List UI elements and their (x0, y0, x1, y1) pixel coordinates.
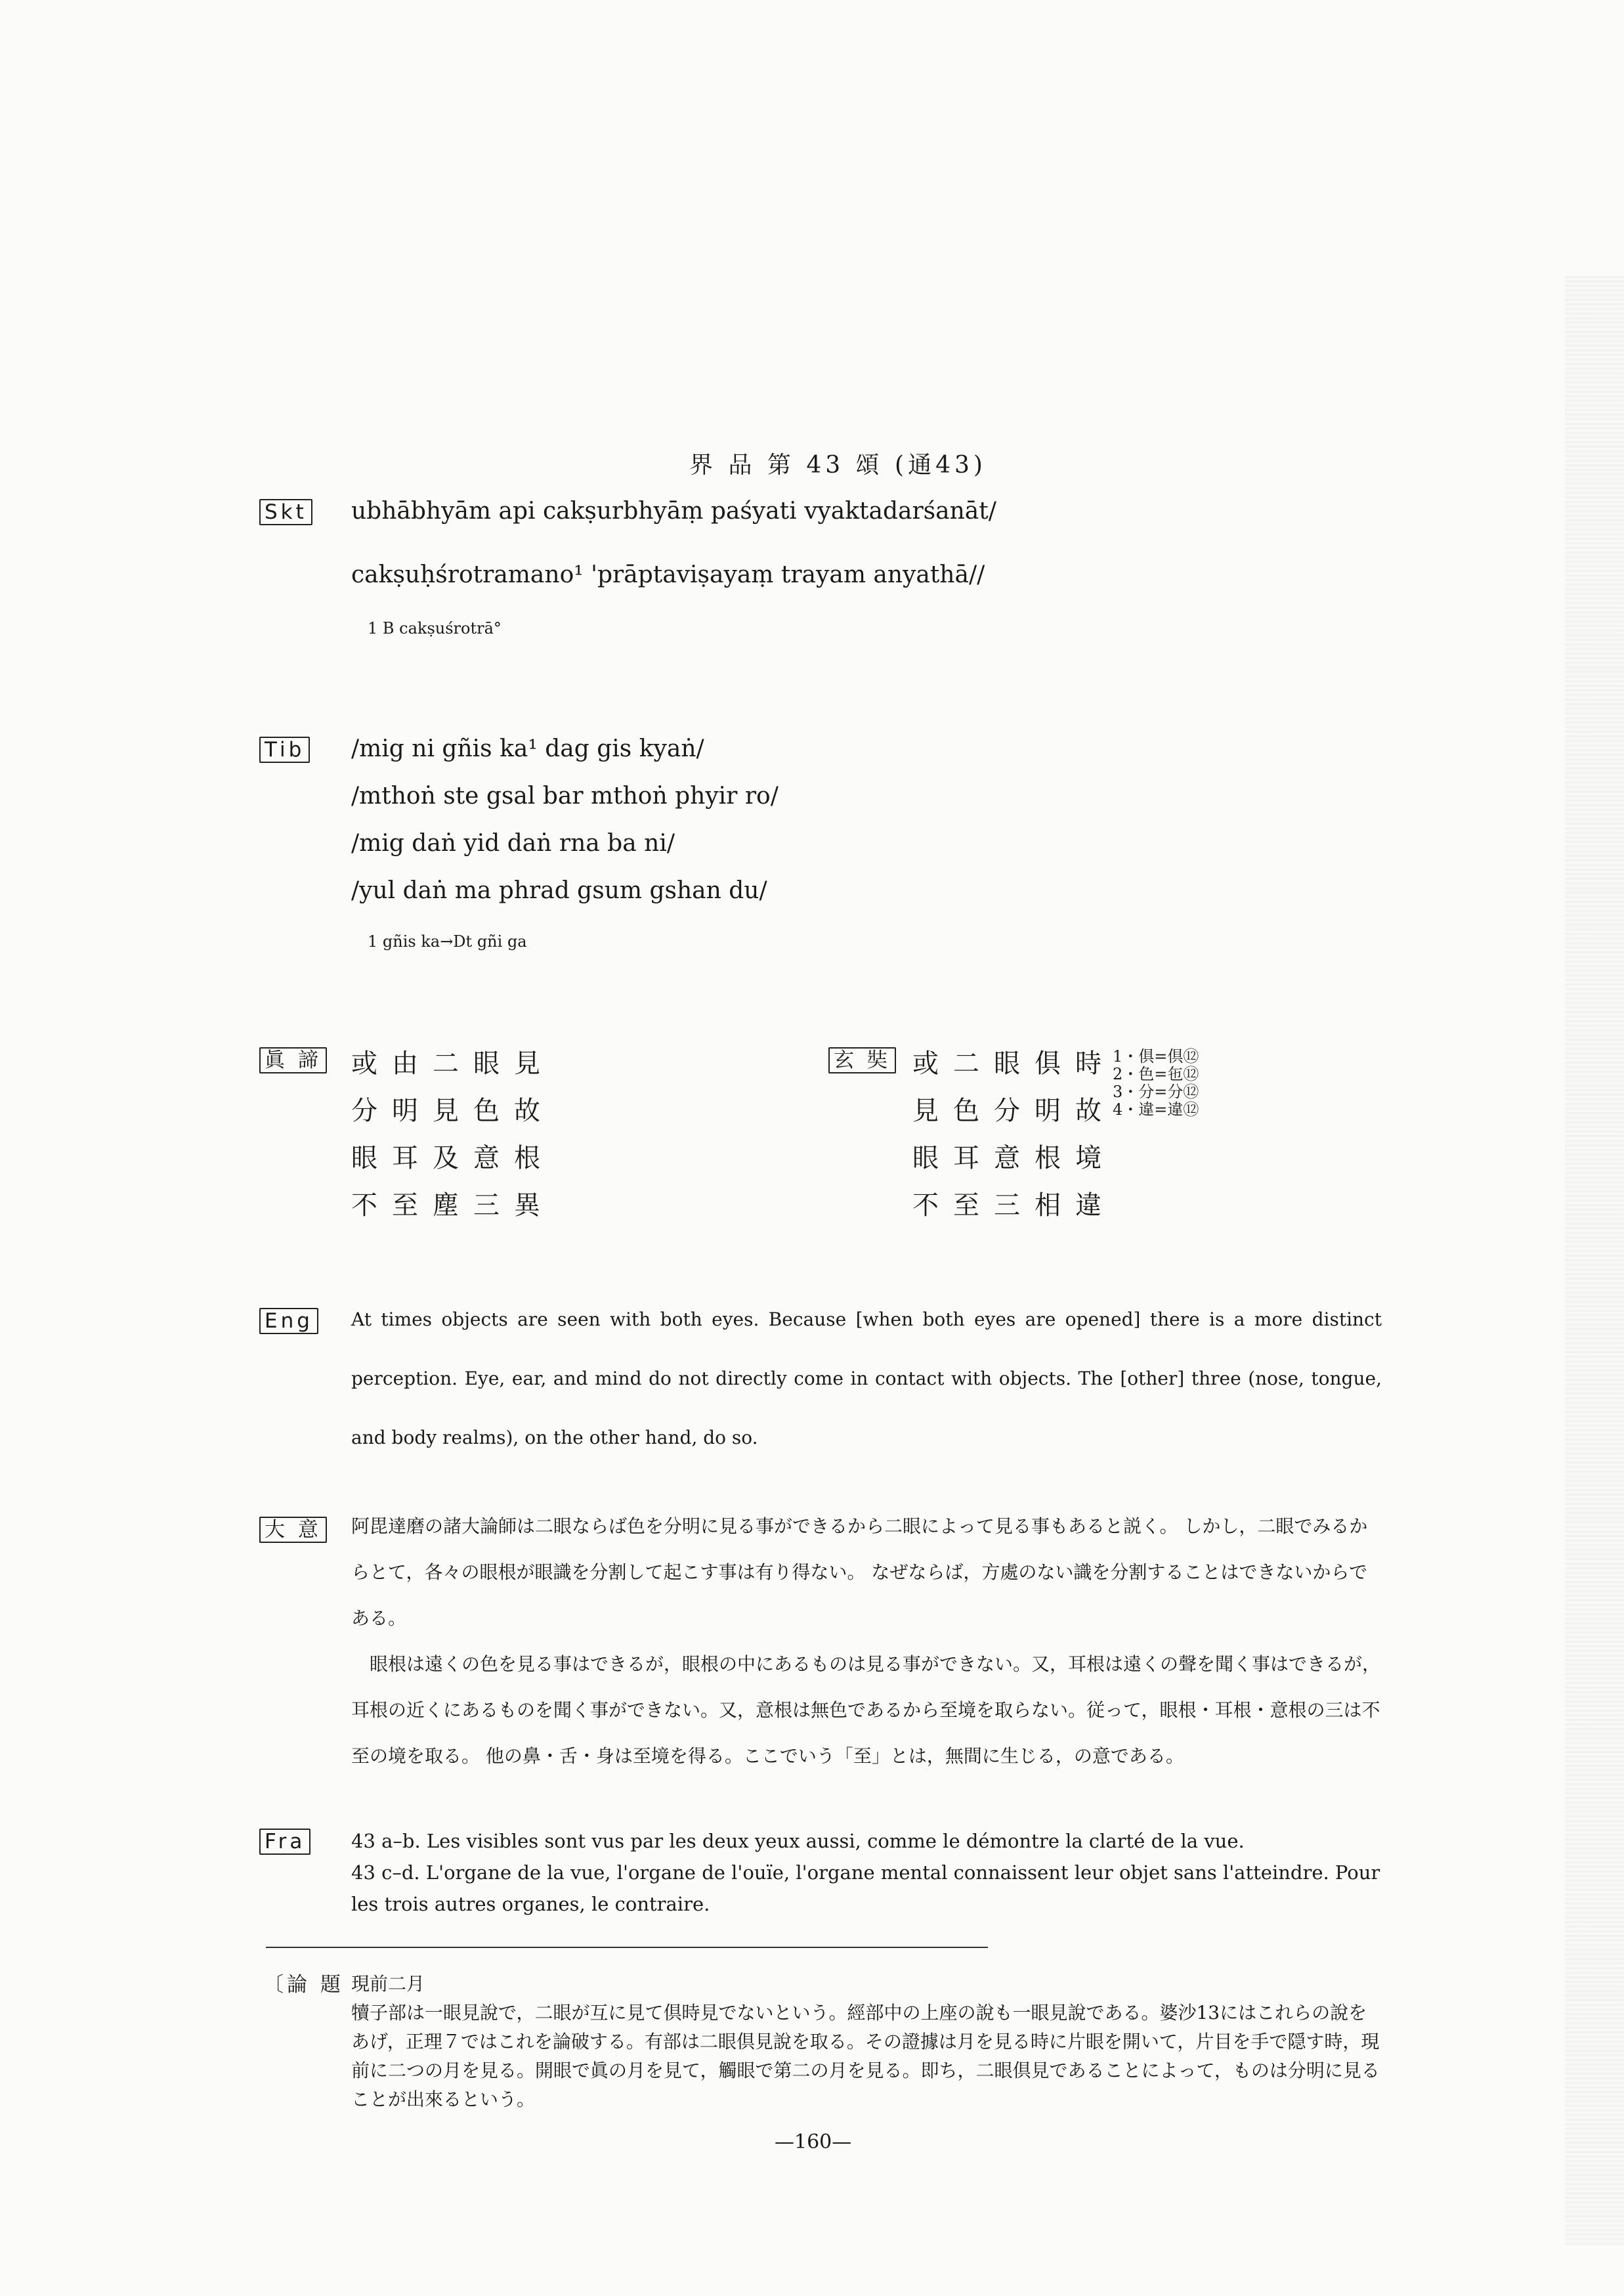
eng-paragraph: At times objects are seen with both eyes. Because [when both eyes are opened] there is a more distinct perception. Eye, ear, and mind do not directly come in contact with objects. The [other] three (nose, tongue, and body realms), on the other hand, do so. (351, 1309, 1382, 1448)
zhendi-line-2: 分明見色故 (351, 1096, 555, 1126)
lunti-label: 〔論 題 (263, 1973, 344, 1997)
xuanzang-footnote-3: 3・分=分⑫ (1113, 1083, 1199, 1101)
scan-edge-noise (1565, 276, 1624, 2245)
skt-note: 1 B cakṣuśrotrā° (368, 619, 502, 638)
dayi-paragraph-1: 阿毘達磨の諸大論師は二眼ならば色を分明に見る事ができるから二眼によって見る事もあると説く。 しかし，二眼でみるからとて，各々の眼根が眼識を分割して起こす事は有り得ない。 なぜならば，方處のない識を分割することはできないからである。 (351, 1515, 1368, 1629)
zhendi-line-4: 不至塵三異 (351, 1190, 555, 1221)
lunti-label-text: 論 題 (287, 1973, 344, 1997)
xuanzang-footnote-1: 1・俱=倶⑫ (1113, 1047, 1199, 1066)
tib-line-1: /mig ni gñis ka¹ dag gis kyaṅ/ (351, 735, 704, 762)
zhendi-line-1: 或由二眼見 (351, 1049, 555, 1079)
eng-label: Eng (259, 1308, 318, 1334)
dayi-label: 大 意 (259, 1517, 327, 1543)
fra-body (351, 1825, 1382, 1920)
zhendi-line-3: 眼耳及意根 (351, 1143, 555, 1173)
tib-line-3: /mig daṅ yid daṅ rna ba ni/ (351, 830, 675, 857)
dayi-paragraph-2: 眼根は遠くの色を見る事はできるが，眼根の中にあるものは見る事ができない。又，耳根は遠くの聲を聞く事はできるが，耳根の近くにあるものを聞く事ができない。又，意根は無色であるから至境を取らない。従って，眼根・耳根・意根の三は不至の境を取る。 他の鼻・舌・身は至境を得る。ここでいう「至」とは，無間に生じる，の意である。 (351, 1653, 1381, 1767)
tib-label: Tib (259, 737, 310, 763)
skt-line-1: ubhābhyām api cakṣurbhyāṃ paśyati vyaktadarśanāt/ (351, 498, 996, 525)
xuanzang-line-3: 眼耳意根境 (912, 1143, 1116, 1173)
xuanzang-footnote-2: 2・色=㐌⑫ (1113, 1065, 1199, 1083)
tib-note: 1 gñis ka→Dt gñi ga (368, 932, 527, 951)
xuanzang-line-2: 見色分明故 (912, 1096, 1116, 1126)
fra-line-1: 43 a–b. Les visibles sont vus par les deux yeux aussi, comme le démontre la clarté de la vue. (351, 1830, 1245, 1852)
dayi-body (351, 1504, 1382, 1779)
tib-line-2: /mthoṅ ste gsal bar mthoṅ phyir ro/ (351, 783, 779, 810)
lunti-body (351, 1970, 1382, 2114)
xuanzang-label: 玄 奘 (828, 1047, 896, 1073)
lunti-text: 犢子部は一眼見說で，二眼が互に見て倶時見でないという。經部中の上座の說も一眼見說である。婆沙13にはこれらの說をあげ，正理７ではこれを論破する。有部は二眼倶見說を取る。その證據は月を見る時に片眼を開いて，片目を手で隠す時，現前に二つの月を見る。開眼で眞の月を見て，觸眼で第二の月を見る。即ち，二眼倶見であることによって，ものは分明に見ることが出來るという。 (351, 2002, 1380, 2110)
lunti-heading: 現前二月 (351, 1973, 425, 1995)
xuanzang-footnote-4: 4・違=違⑫ (1113, 1100, 1199, 1119)
tib-line-4: /yul daṅ ma phrad gsum gshan du/ (351, 877, 767, 904)
fra-line-2: 43 c–d. L'organe de la vue, l'organe de l'ouïe, l'organe mental connaissent leur objet sans l'atteindre. Pour les trois autres organes, le contraire. (351, 1861, 1380, 1915)
zhendi-label: 眞 諦 (259, 1047, 327, 1073)
skt-line-2: cakṣuḥśrotramano¹ 'prāptaviṣayaṃ trayam anyathā// (351, 561, 985, 588)
skt-label: Skt (259, 499, 312, 525)
page-number: —160— (775, 2131, 852, 2154)
verse-title: 界 品 第 43 頌 (通43) (689, 452, 987, 479)
xuanzang-line-4: 不至三相違 (912, 1190, 1116, 1221)
fra-label: Fra (259, 1829, 310, 1855)
section-divider (266, 1947, 988, 1948)
xuanzang-line-1: 或二眼俱時 (912, 1049, 1116, 1079)
